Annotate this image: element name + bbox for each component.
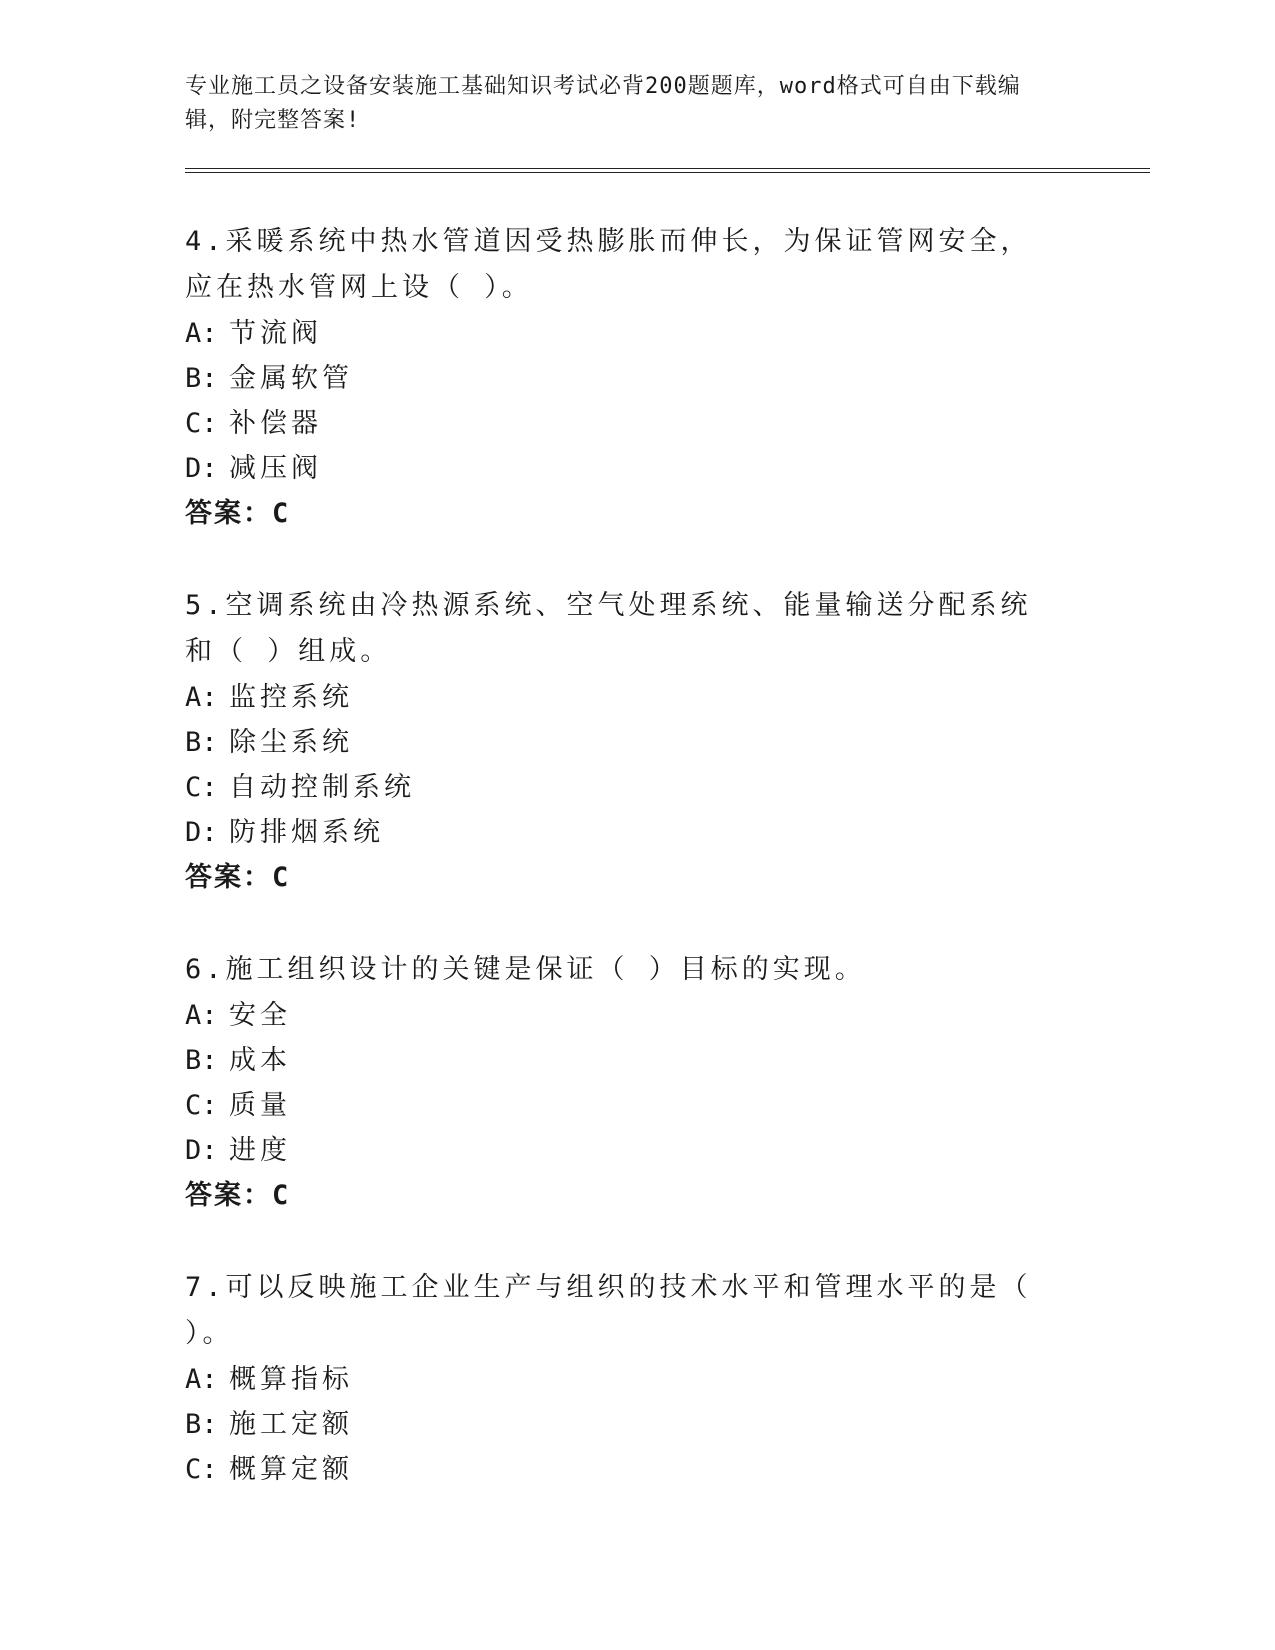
option-c xyxy=(185,765,1145,810)
question-6 xyxy=(185,947,1145,1219)
option-letter: B: xyxy=(185,363,218,394)
option-b xyxy=(185,720,1145,765)
document-page xyxy=(185,70,1145,1538)
option-text: 安全 xyxy=(229,1000,291,1031)
option-text: 除尘系统 xyxy=(229,727,353,758)
answer-line: 答案：C xyxy=(185,862,291,893)
option-d xyxy=(185,1128,1145,1173)
header-divider xyxy=(185,168,1150,173)
answer-line: 答案：C xyxy=(185,498,291,529)
question-5 xyxy=(185,583,1145,901)
option-text: 施工定额 xyxy=(229,1409,353,1440)
answer-line: 答案：C xyxy=(185,1180,291,1211)
option-a xyxy=(185,675,1145,720)
option-letter: B: xyxy=(185,1409,218,1440)
option-letter: C: xyxy=(185,772,218,803)
option-a xyxy=(185,1357,1145,1402)
option-text: 自动控制系统 xyxy=(229,772,415,803)
option-d xyxy=(185,810,1145,855)
option-d xyxy=(185,446,1145,491)
option-letter: C: xyxy=(185,408,218,439)
option-text: 进度 xyxy=(229,1135,291,1166)
question-text: 7.可以反映施工企业生产与组织的技术水平和管理水平的是（ ）。 xyxy=(185,1272,1032,1349)
option-text: 成本 xyxy=(229,1045,291,1076)
option-text: 节流阀 xyxy=(229,318,322,349)
option-b xyxy=(185,356,1145,401)
option-a xyxy=(185,311,1145,356)
question-list xyxy=(185,219,1145,1492)
option-text: 补偿器 xyxy=(229,408,322,439)
option-letter: C: xyxy=(185,1090,218,1121)
option-text: 金属软管 xyxy=(229,363,353,394)
option-text: 减压阀 xyxy=(229,453,322,484)
question-4 xyxy=(185,219,1145,537)
question-text: 5.空调系统由冷热源系统、空气处理系统、能量输送分配系统和（ ）组成。 xyxy=(185,590,1032,667)
option-letter: A: xyxy=(185,318,218,349)
option-c xyxy=(185,401,1145,446)
option-letter: B: xyxy=(185,727,218,758)
option-a xyxy=(185,993,1145,1038)
option-b xyxy=(185,1038,1145,1083)
question-text: 6.施工组织设计的关键是保证（ ）目标的实现。 xyxy=(185,954,866,985)
option-letter: A: xyxy=(185,1364,218,1395)
option-letter: A: xyxy=(185,1000,218,1031)
option-text: 概算指标 xyxy=(229,1364,353,1395)
option-letter: C: xyxy=(185,1454,218,1485)
option-letter: B: xyxy=(185,1045,218,1076)
option-letter: D: xyxy=(185,1135,218,1166)
question-7 xyxy=(185,1265,1145,1492)
option-letter: D: xyxy=(185,817,218,848)
question-text: 4.采暖系统中热水管道因受热膨胀而伸长，为保证管网安全，应在热水管网上设（ ）。 xyxy=(185,226,1032,303)
option-letter: A: xyxy=(185,682,218,713)
option-text: 概算定额 xyxy=(229,1454,353,1485)
document-header: 专业施工员之设备安装施工基础知识考试必背200题题库，word格式可自由下载编辑，附完整答案! xyxy=(185,74,1021,133)
option-c xyxy=(185,1083,1145,1128)
option-letter: D: xyxy=(185,453,218,484)
option-text: 质量 xyxy=(229,1090,291,1121)
option-text: 监控系统 xyxy=(229,682,353,713)
option-c xyxy=(185,1447,1145,1492)
option-b xyxy=(185,1402,1145,1447)
option-text: 防排烟系统 xyxy=(229,817,384,848)
